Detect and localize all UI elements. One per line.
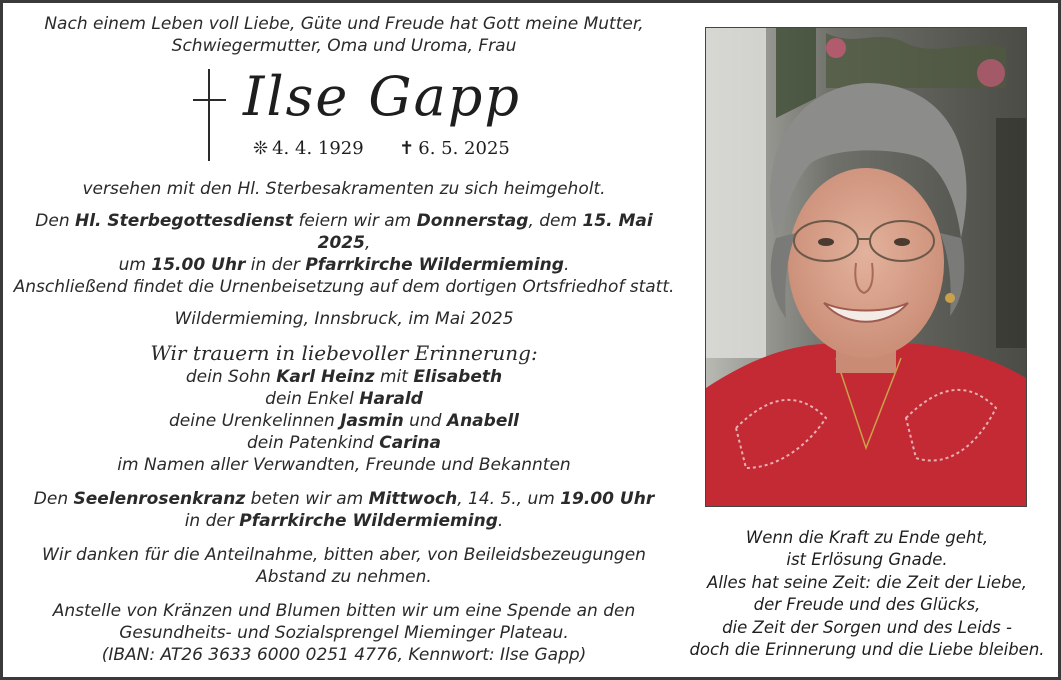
mourning-heading: Wir trauern in liebevoller Erinnerung:	[150, 341, 538, 365]
notice-text-column	[9, 11, 679, 57]
service-line-2: um 15.00 Uhr in der Pfarrkirche Wildermieming.	[118, 255, 570, 275]
deceased-name: Ilse Gapp	[243, 65, 521, 128]
service-line-1: Den Hl. Sterbegottesdienst feiern wir am Donnerstag, dem 15. Mai 2025,	[35, 211, 653, 253]
poem-line-1: Wenn die Kraft zu Ende geht,	[745, 528, 989, 547]
sacraments-line: versehen mit den Hl. Sterbesakramenten zu sich heimgeholt.	[82, 179, 606, 199]
mourner-line-2: dein Enkel Harald	[265, 389, 423, 409]
service-line-3: Anschließend findet die Urnenbeisetzung auf dem dortigen Ortsfriedhof statt.	[13, 277, 675, 297]
donation-line-2: Gesundheits- und Sozialsprengel Mieminger Plateau.	[119, 623, 569, 643]
notice-body	[9, 178, 679, 666]
poem-line-3: Alles hat seine Zeit: die Zeit der Liebe,	[707, 572, 1027, 592]
rosary-line-2: in der Pfarrkirche Wildermieming.	[184, 511, 504, 531]
thanks-line-1: Wir danken für die Anteilnahme, bitten aber, von Beileidsbezeugungen	[42, 545, 646, 565]
mourner-line-3: deine Urenkelinnen Jasmin und Anabell	[168, 411, 520, 431]
mourner-line-5: im Namen aller Verwandten, Freunde und Bekannten	[117, 455, 571, 475]
life-dates	[253, 138, 510, 159]
mourner-line-4: dein Patenkind Carina	[247, 433, 441, 453]
thanks-line-2: Abstand zu nehmen.	[256, 567, 432, 587]
rosary-line-1: Den Seelenrosenkranz beten wir am Mittwoch, 14. 5., um 19.00 Uhr	[33, 489, 655, 509]
intro-line-1: Nach einem Leben voll Liebe, Güte und Freude hat Gott meine Mutter,	[44, 14, 644, 34]
birth-date: 4. 4. 1929	[272, 138, 364, 159]
poem-line-2: ist Erlösung Gnade.	[786, 550, 948, 570]
cross-icon-bar	[193, 99, 226, 101]
poem-line-6: doch die Erinnerung und die Liebe bleiben.	[689, 640, 1045, 660]
death-cross-icon: ✝	[399, 138, 415, 159]
donation-line-3: (IBAN: AT26 3633 6000 0251 4776, Kennwort: Ilse Gapp)	[101, 645, 587, 665]
death-date: 6. 5. 2025	[418, 138, 510, 159]
birth-star-icon: ❊	[253, 138, 269, 159]
intro-line-2: Schwiegermutter, Oma und Uroma, Frau	[171, 36, 517, 56]
poem-line-5: die Zeit der Sorgen und des Leids -	[722, 617, 1012, 637]
portrait-photo	[705, 27, 1027, 507]
cross-icon	[208, 69, 210, 161]
place-date: Wildermieming, Innsbruck, im Mai 2025	[174, 309, 514, 329]
poem	[689, 527, 1045, 661]
portrait-illustration	[706, 28, 1026, 506]
mourner-line-1: dein Sohn Karl Heinz mit Elisabeth	[185, 367, 503, 387]
poem-line-4: der Freude und des Glücks,	[753, 595, 981, 615]
donation-line-1: Anstelle von Kränzen und Blumen bitten wir um eine Spende an den	[52, 601, 636, 621]
